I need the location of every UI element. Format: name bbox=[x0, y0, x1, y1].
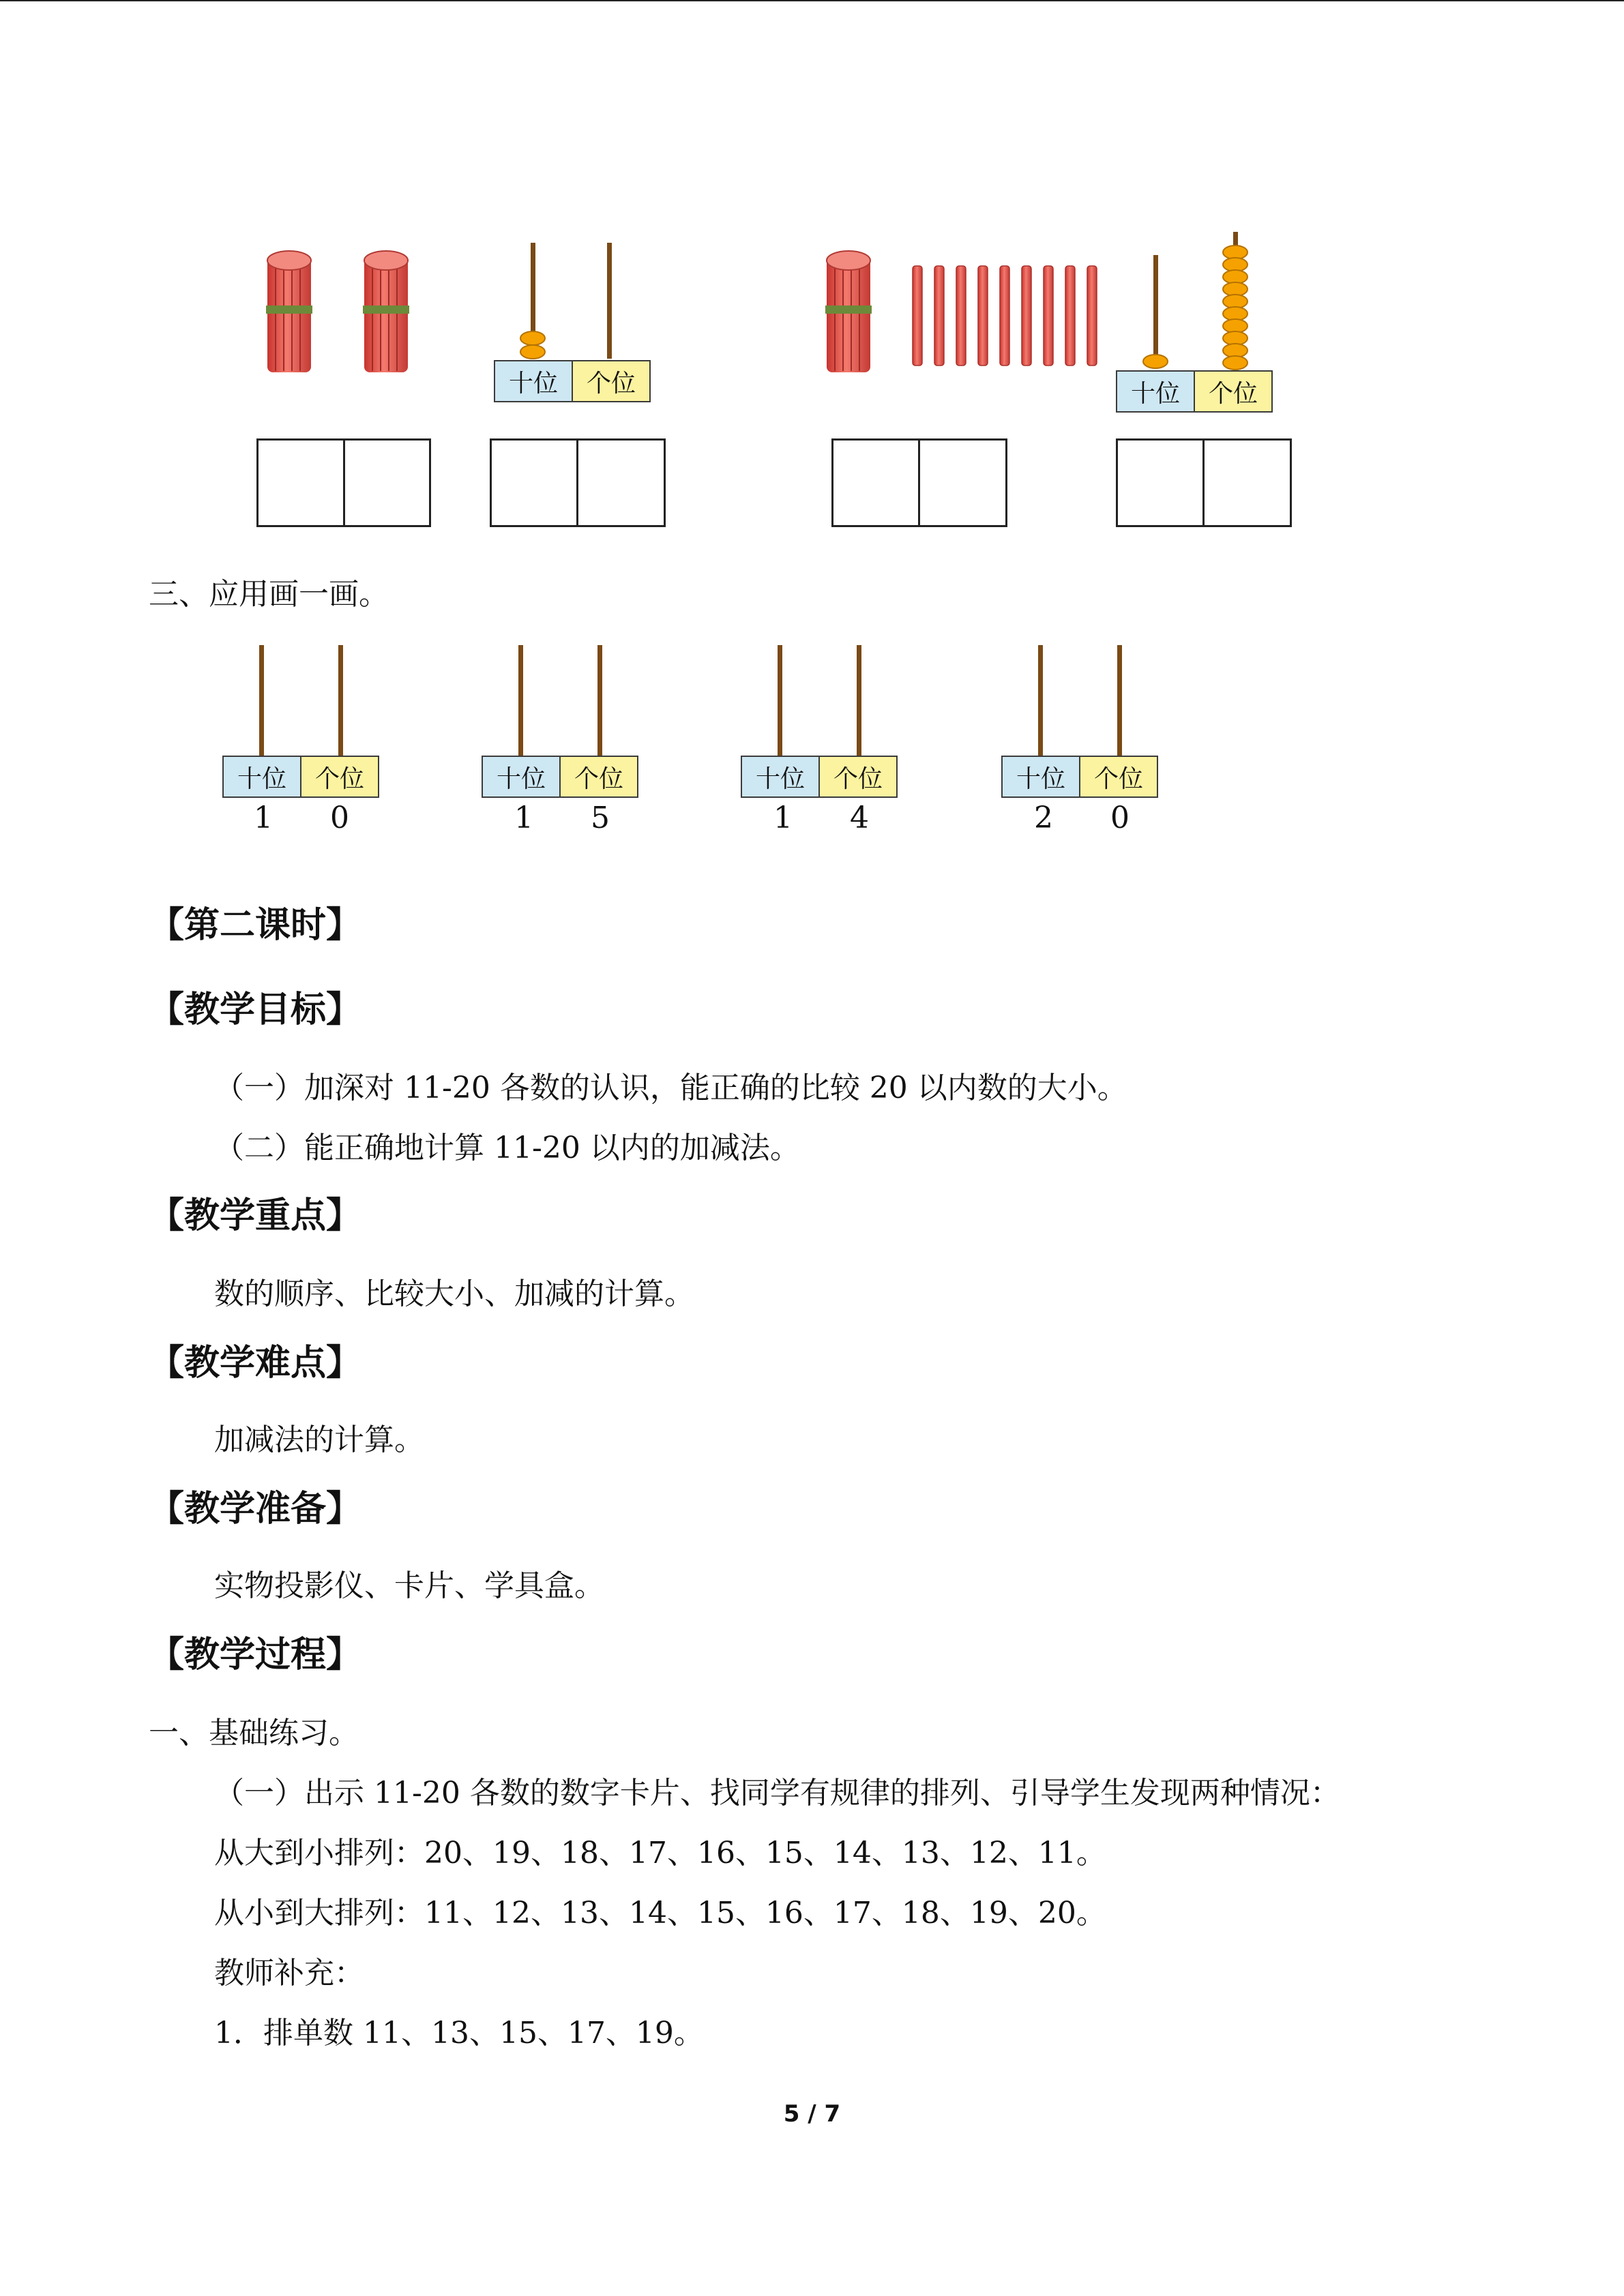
ones-place-label: 个位 bbox=[1080, 756, 1158, 798]
abacus-rod bbox=[778, 645, 782, 758]
tens-place-label: 十位 bbox=[741, 756, 820, 798]
abacus-rod bbox=[259, 645, 264, 758]
ones-place-label: 个位 bbox=[1195, 370, 1273, 413]
goal-1: （一）加深对 11-20 各数的认识，能正确的比较 20 以内数的大小。 bbox=[214, 1071, 1127, 1105]
stick-bundle-2 bbox=[363, 251, 409, 372]
abacus-4-label bbox=[482, 756, 638, 798]
tens-place-label: 十位 bbox=[482, 756, 561, 798]
top-figure-sticks bbox=[0, 0, 1624, 546]
asc-order: 从小到大排列：11、12、13、14、15、16、17、18、19、20。 bbox=[214, 1896, 1106, 1930]
tens-digit: 1 bbox=[254, 801, 273, 835]
tens-place-label: 十位 bbox=[1116, 370, 1195, 413]
note-1: 1．排单数 11、13、15、17、19。 bbox=[214, 2016, 704, 2051]
tens-digit: 2 bbox=[1034, 801, 1053, 835]
single-sticks bbox=[913, 266, 1097, 366]
section-3-title: 三、应用画一画。 bbox=[149, 577, 389, 612]
abacus-5-label bbox=[741, 756, 898, 798]
goals-heading: 【教学目标】 bbox=[149, 989, 362, 1030]
step-1: 一、基础练习。 bbox=[149, 1716, 359, 1750]
prep-text: 实物投影仪、卡片、学具盒。 bbox=[214, 1568, 604, 1603]
process-heading: 【教学过程】 bbox=[149, 1635, 362, 1675]
abacus-rod bbox=[597, 645, 602, 758]
ones-digit: 0 bbox=[1110, 801, 1130, 835]
abacus-rod bbox=[338, 645, 343, 758]
answer-box-2[interactable] bbox=[490, 438, 666, 527]
ones-place-label: 个位 bbox=[301, 756, 379, 798]
abacus-3-label bbox=[222, 756, 379, 798]
abacus-rod bbox=[518, 645, 523, 758]
ones-digit: 5 bbox=[591, 801, 610, 835]
stick-bundle-3 bbox=[825, 251, 872, 372]
prep-heading: 【教学准备】 bbox=[149, 1489, 362, 1530]
teacher-note: 教师补充： bbox=[214, 1956, 364, 1991]
answer-box-1[interactable] bbox=[256, 438, 431, 527]
tens-digit: 1 bbox=[514, 801, 533, 835]
answer-box-3[interactable] bbox=[831, 438, 1007, 527]
abacus-rod bbox=[1117, 645, 1122, 758]
goal-2: （二）能正确地计算 11-20 以内的加减法。 bbox=[214, 1131, 800, 1165]
period-heading: 【第二课时】 bbox=[149, 905, 362, 946]
difficulty-heading: 【教学难点】 bbox=[149, 1343, 362, 1384]
abacus-rod bbox=[1038, 645, 1043, 758]
abacus-6-label bbox=[1001, 756, 1158, 798]
abacus-rod bbox=[857, 645, 861, 758]
tens-place-label: 十位 bbox=[494, 360, 573, 402]
ones-digit: 0 bbox=[330, 801, 349, 835]
tens-place-label: 十位 bbox=[222, 756, 301, 798]
abacus-2-rods bbox=[1143, 232, 1247, 370]
ones-digit: 4 bbox=[850, 801, 869, 835]
step-1-a: （一）出示 11-20 各数的数字卡片、找同学有规律的排列、引导学生发现两种情况： bbox=[214, 1776, 1340, 1810]
difficulty-text: 加减法的计算。 bbox=[214, 1422, 424, 1457]
tens-digit: 1 bbox=[773, 801, 793, 835]
ones-place-label: 个位 bbox=[573, 360, 651, 402]
key-text: 数的顺序、比较大小、加减的计算。 bbox=[214, 1277, 694, 1311]
tens-place-label: 十位 bbox=[1001, 756, 1080, 798]
desc-order: 从大到小排列：20、19、18、17、16、15、14、13、12、11。 bbox=[214, 1836, 1106, 1870]
abacus-2-label bbox=[1116, 370, 1273, 413]
ones-place-label: 个位 bbox=[820, 756, 898, 798]
page-number: 5 / 7 bbox=[783, 2100, 841, 2128]
ones-place-label: 个位 bbox=[561, 756, 638, 798]
answer-box-4[interactable] bbox=[1116, 438, 1292, 527]
abacus-1-label bbox=[494, 360, 651, 402]
stick-bundle-1 bbox=[266, 251, 312, 372]
abacus-1-rods bbox=[520, 243, 612, 359]
key-heading: 【教学重点】 bbox=[149, 1195, 362, 1236]
